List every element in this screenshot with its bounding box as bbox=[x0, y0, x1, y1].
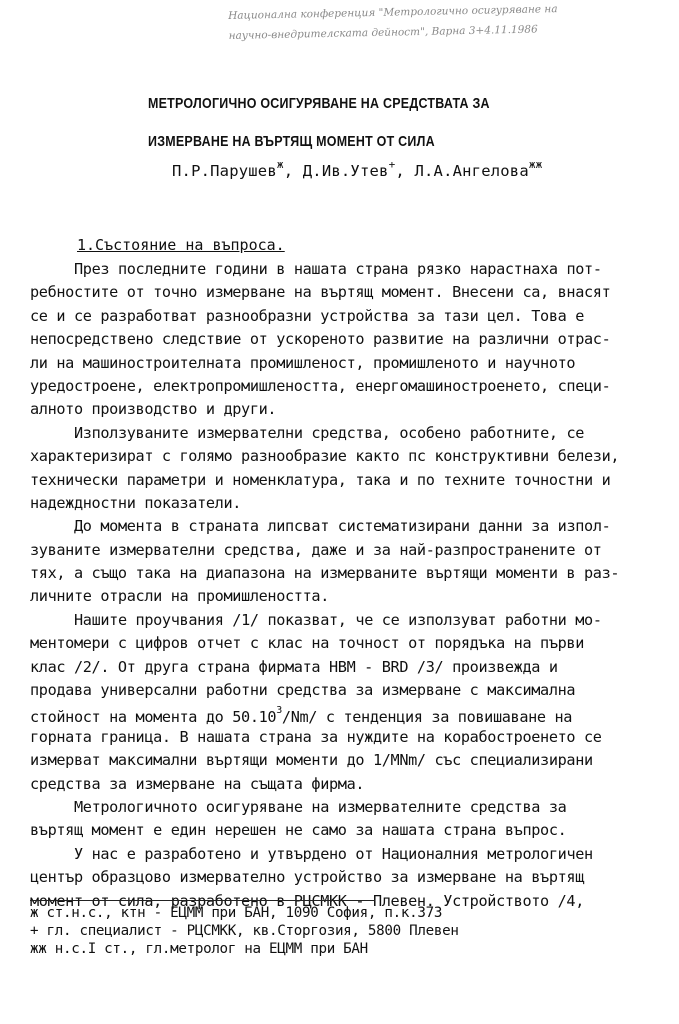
paragraph-line: момент от сила, разработено в РЦСМКК - Плевен. Устройството /4, bbox=[30, 891, 585, 910]
body-text bbox=[30, 258, 660, 913]
paragraph-line: У нас е разработено и утвърдено от Националния метрологичен bbox=[74, 844, 593, 863]
paragraph-line: надеждностни показатели. bbox=[30, 493, 242, 512]
footnote: + гл. специалист - РЦСМКК, кв.Сторгозия, 5800 Плевен bbox=[30, 923, 459, 939]
paragraph-line: ментомери с цифров отчет с клас на точност от порядъка на първи bbox=[30, 634, 585, 653]
paragraph-line: продава универсални работни средства за измерване с максимална bbox=[30, 681, 576, 700]
paragraph-line: клас /2/. От друга страна фирмата HBM - BRD /3/ произвежда и bbox=[30, 657, 558, 676]
author-footnote-mark: ж bbox=[276, 158, 284, 171]
handwritten-note-line: Национална конференция "Метрологично осигуряване на bbox=[228, 3, 558, 22]
footnote: ж ст.н.с., ктн - ЕЦММ при БАН, 1090 София, п.к.373 bbox=[30, 905, 443, 921]
paragraph-line: се и се разработват разнообразни устройства за тази цел. Това е bbox=[30, 306, 585, 325]
paragraph-line: До момента в страната липсват систематизирани данни за изпол- bbox=[74, 517, 611, 536]
author-name: П.Р.Парушев bbox=[172, 162, 277, 181]
document-title-line-1: МЕТРОЛОГИЧНО ОСИГУРЯВАНЕ НА СРЕДСТВАТА ЗА bbox=[148, 95, 490, 112]
author-name: Д.Ив.Утев bbox=[302, 162, 389, 181]
paragraph-line: средства за измерване на същата фирма. bbox=[30, 774, 365, 793]
author-name: Л.А.Ангелова bbox=[414, 162, 529, 181]
author-footnote-mark: жж bbox=[528, 158, 543, 171]
footnote-separator bbox=[30, 900, 375, 901]
paragraph-line bbox=[30, 702, 660, 725]
paragraph-line-part: стойност на момента до 50.10 bbox=[30, 708, 277, 727]
paragraph-line: технически параметри и номенклатура, така и по техните точностни и bbox=[30, 470, 611, 489]
section-heading: 1.Състояние на въпроса. bbox=[77, 236, 285, 254]
author-separator: , bbox=[395, 162, 415, 181]
footnotes bbox=[30, 904, 459, 958]
document-title-line-2: ИЗМЕРВАНЕ НА ВЪРТЯЩ МОМЕНТ ОТ СИЛА bbox=[148, 133, 435, 150]
paragraph-line: измерват максимални въртящи моменти до 1/MNm/ със специализирани bbox=[30, 751, 593, 770]
paragraph-line: алното производство и други. bbox=[30, 400, 277, 419]
exponent: 3 bbox=[276, 705, 282, 717]
paragraph-line: ребностите от точно измерване на въртящ момент. Внесени са, внасят bbox=[30, 283, 611, 302]
paragraph-line: Метрологичното осигуряване на измервателните средства за bbox=[74, 797, 567, 816]
author-separator: , bbox=[283, 162, 303, 181]
paragraph-line: уредостроене, електропромишлеността, енергомашиностроенето, специ- bbox=[30, 376, 611, 395]
paragraph-line-part: /Nm/ с тенденция за повишаване на bbox=[281, 708, 573, 727]
paragraph-line: център образцово измервателно устройство за измерване на въртящ bbox=[30, 868, 585, 887]
handwritten-note-line: научно-внедрителската дейност", Варна 3+4.11.1986 bbox=[228, 23, 538, 42]
paragraph-line: характеризират с голямо разнообразие както пс конструктивни белези, bbox=[30, 447, 620, 466]
paragraph-line: Нашите проучвания /1/ показват, че се използуват работни мо- bbox=[74, 610, 602, 629]
paragraph-line: личните отрасли на промишлеността. bbox=[30, 587, 329, 606]
paragraph-line: През последните години в нашата страна рязко нарастнаха пот- bbox=[74, 260, 602, 278]
authors-line bbox=[172, 160, 543, 180]
paragraph-line: тях, а също така на диапазона на измерваните въртящи моменти в раз- bbox=[30, 564, 620, 583]
handwritten-conference-note bbox=[228, 0, 669, 46]
paragraph-line: зуваните измервателни средства, даже и за най-разпространените от bbox=[30, 540, 602, 559]
author-footnote-mark: + bbox=[388, 158, 396, 171]
paragraph-line: въртящ момент е един нерешен не само за нашата страна въпрос. bbox=[30, 821, 567, 840]
footnote: жж н.с.I ст., гл.метролог на ЕЦММ при БАН bbox=[30, 941, 368, 957]
paragraph-line: непосредствено следствие от ускореното развитие на различни отрас- bbox=[30, 330, 611, 349]
paragraph-line: Използуваните измервателни средства, особено работните, се bbox=[74, 423, 585, 442]
paragraph-line: горната граница. В нашата страна за нуждите на корабостроенето се bbox=[30, 727, 602, 746]
paragraph-line: ли на машиностроителната промишленост, промишленото и научното bbox=[30, 353, 576, 372]
